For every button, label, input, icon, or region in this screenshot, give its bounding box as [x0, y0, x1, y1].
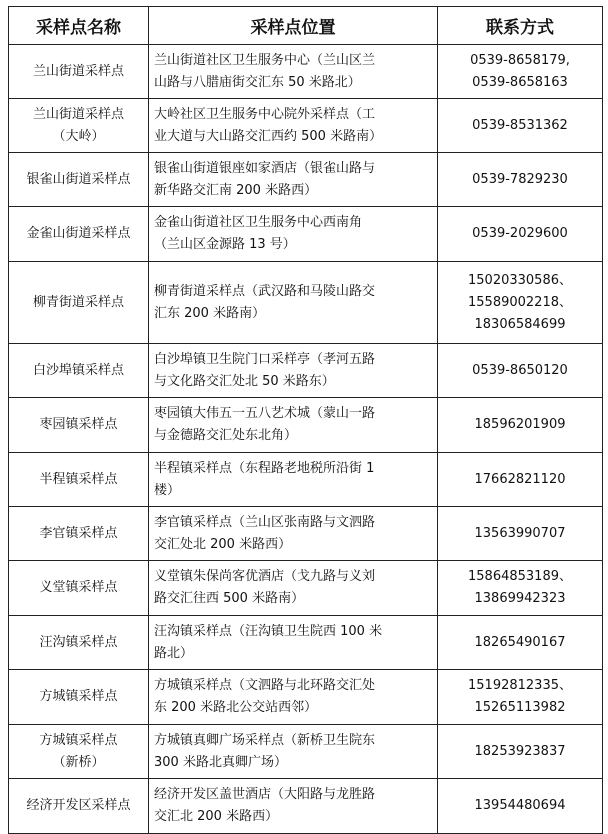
site-phone-line: 15589002218、 — [468, 294, 572, 310]
site-name-cell — [9, 45, 149, 99]
site-phone-cell — [438, 507, 603, 561]
site-location-line: 东 200 米路北公交站西邻） — [154, 700, 318, 715]
site-location-line: 与金德路交汇处东北角） — [154, 428, 298, 443]
site-location-cell — [149, 262, 438, 344]
site-location-line: 兰山街道社区卫生服务中心（兰山区兰 — [154, 52, 376, 68]
site-location-line: 路北） — [154, 645, 194, 661]
site-phone-line: 0539-2029600 — [472, 226, 568, 241]
table-row — [9, 262, 603, 344]
site-location-cell — [149, 344, 438, 398]
site-location-cell — [149, 453, 438, 507]
site-name-line: 李官镇采样点 — [39, 525, 118, 541]
site-name-line: 兰山街道采样点 — [32, 106, 124, 122]
site-name-cell — [9, 344, 149, 398]
site-name-line: 义堂镇采样点 — [39, 580, 118, 595]
site-location-line: 楼） — [154, 482, 181, 498]
table-row — [9, 561, 603, 616]
table-row — [9, 344, 603, 398]
site-name-cell — [9, 207, 149, 262]
site-name-line: 柳青街道采样点 — [32, 294, 124, 310]
site-phone-cell — [438, 779, 603, 834]
table-row — [9, 507, 603, 561]
site-phone-line: 15020330586、 — [468, 272, 572, 288]
site-location-line: 义堂镇朱保尚客优酒店（戈九路与义刘 — [154, 569, 376, 584]
site-location-line: 金雀山街道社区卫生服务中心西南角 — [154, 215, 363, 230]
table-row — [9, 725, 603, 779]
header-contact: 联系方式 — [438, 7, 603, 45]
site-location-cell — [149, 99, 438, 153]
table-row — [9, 99, 603, 153]
site-name-line: 半程镇采样点 — [39, 471, 118, 487]
site-location-cell — [149, 779, 438, 834]
site-phone-line: 17662821120 — [474, 471, 566, 487]
site-location-line: 李官镇采样点（兰山区张南路与文泗路 — [154, 514, 376, 530]
site-phone-cell — [438, 561, 603, 616]
site-location-line: 300 米路北真卿广场） — [154, 754, 287, 770]
site-phone-line: 0539-8531362 — [472, 117, 568, 133]
site-phone-cell — [438, 398, 603, 453]
site-name-cell — [9, 453, 149, 507]
table-row — [9, 453, 603, 507]
site-location-line: 方城镇采样点（文泗路与北环路交汇处 — [154, 678, 376, 693]
header-name: 采样点名称 — [9, 7, 149, 45]
site-location-line: 枣园镇大伟五一五八艺术城（蒙山一路 — [154, 406, 376, 421]
site-phone-line: 18253923837 — [474, 743, 566, 759]
sampling-sites-table — [8, 6, 603, 834]
site-location-line: 路交汇往西 500 米路南） — [154, 591, 305, 606]
site-name-line: 兰山街道采样点 — [32, 63, 124, 79]
site-phone-cell — [438, 616, 603, 670]
site-location-cell — [149, 153, 438, 207]
site-location-line: 汇东 200 米路南） — [154, 305, 266, 321]
site-name-line: 经济开发区采样点 — [26, 798, 131, 813]
site-name-line: 枣园镇采样点 — [39, 417, 118, 432]
site-location-cell — [149, 507, 438, 561]
table-row — [9, 670, 603, 725]
site-phone-line: 13563990707 — [474, 525, 566, 541]
site-name-line: （大岭） — [52, 128, 105, 144]
site-phone-line: 18265490167 — [474, 634, 566, 650]
table-row — [9, 779, 603, 834]
site-phone-line: 0539-8650120 — [472, 362, 568, 378]
site-name-cell — [9, 262, 149, 344]
site-location-line: 交汇处北 200 米路西） — [154, 536, 292, 552]
site-name-cell — [9, 99, 149, 153]
site-phone-line: 18596201909 — [474, 417, 566, 432]
site-location-line: 柳青街道采样点（武汉路和马陵山路交 — [154, 283, 376, 299]
site-location-line: 白沙埠镇卫生院门口采样亭（孝河五路 — [154, 351, 376, 367]
site-location-line: 业大道与大山路交汇西约 500 米路南） — [154, 128, 383, 144]
site-location-line: 经济开发区盖世酒店（大阳路与龙胜路 — [154, 787, 376, 802]
table-row — [9, 45, 603, 99]
site-location-cell — [149, 725, 438, 779]
table-row — [9, 616, 603, 670]
site-phone-line: 15192812335、 — [468, 678, 572, 693]
site-name-cell — [9, 725, 149, 779]
site-phone-line: 15265113982 — [474, 700, 566, 715]
site-location-line: 汪沟镇采样点（汪沟镇卫生院西 100 米 — [154, 623, 383, 639]
site-location-cell — [149, 45, 438, 99]
site-location-line: 新华路交汇南 200 米路西） — [154, 182, 318, 198]
site-name-line: 方城镇采样点 — [39, 732, 118, 748]
site-name-cell — [9, 779, 149, 834]
site-location-line: 与文化路交汇处北 50 米路东） — [154, 373, 335, 389]
site-phone-line: 18306584699 — [474, 316, 566, 332]
site-location-line: 交汇北 200 米路西） — [154, 809, 279, 824]
site-phone-cell — [438, 725, 603, 779]
site-phone-cell — [438, 344, 603, 398]
site-phone-cell — [438, 99, 603, 153]
site-name-line: 金雀山街道采样点 — [26, 226, 131, 241]
site-phone-cell — [438, 153, 603, 207]
site-location-cell — [149, 670, 438, 725]
site-phone-line: 15864853189、 — [468, 569, 572, 584]
site-name-cell — [9, 507, 149, 561]
table-row — [9, 398, 603, 453]
site-location-line: 银雀山街道银座如家酒店（银雀山路与 — [154, 160, 376, 176]
site-phone-line: 13954480694 — [474, 798, 566, 813]
site-name-cell — [9, 561, 149, 616]
table-header-row — [9, 7, 603, 45]
site-phone-cell — [438, 45, 603, 99]
site-name-cell — [9, 153, 149, 207]
header-location: 采样点位置 — [149, 7, 438, 45]
site-phone-line: 0539-8658163 — [472, 74, 568, 90]
site-name-line: 方城镇采样点 — [39, 689, 118, 704]
site-name-line: 汪沟镇采样点 — [39, 634, 118, 650]
site-phone-cell — [438, 262, 603, 344]
site-name-line: （新桥） — [52, 754, 105, 770]
site-location-cell — [149, 398, 438, 453]
site-phone-cell — [438, 670, 603, 725]
site-location-line: 大岭社区卫生服务中心院外采样点（工 — [154, 106, 376, 122]
site-phone-cell — [438, 207, 603, 262]
site-phone-line: 0539-8658179, — [470, 52, 570, 68]
site-name-cell — [9, 670, 149, 725]
site-location-line: 方城镇真卿广场采样点（新桥卫生院东 — [154, 732, 376, 748]
table-row — [9, 153, 603, 207]
site-location-cell — [149, 616, 438, 670]
site-phone-cell — [438, 453, 603, 507]
site-location-cell — [149, 207, 438, 262]
site-location-line: 山路与八腊庙街交汇东 50 米路北） — [154, 74, 361, 90]
site-location-cell — [149, 561, 438, 616]
site-location-line: （兰山区金源路 13 号） — [154, 237, 296, 252]
table-row — [9, 207, 603, 262]
site-name-line: 银雀山街道采样点 — [26, 171, 131, 187]
site-name-line: 白沙埠镇采样点 — [32, 362, 124, 378]
site-name-cell — [9, 616, 149, 670]
site-phone-line: 0539-7829230 — [472, 171, 568, 187]
site-name-cell — [9, 398, 149, 453]
site-phone-line: 13869942323 — [474, 591, 566, 606]
site-location-line: 半程镇采样点（东程路老地税所沿街 1 — [154, 460, 375, 476]
